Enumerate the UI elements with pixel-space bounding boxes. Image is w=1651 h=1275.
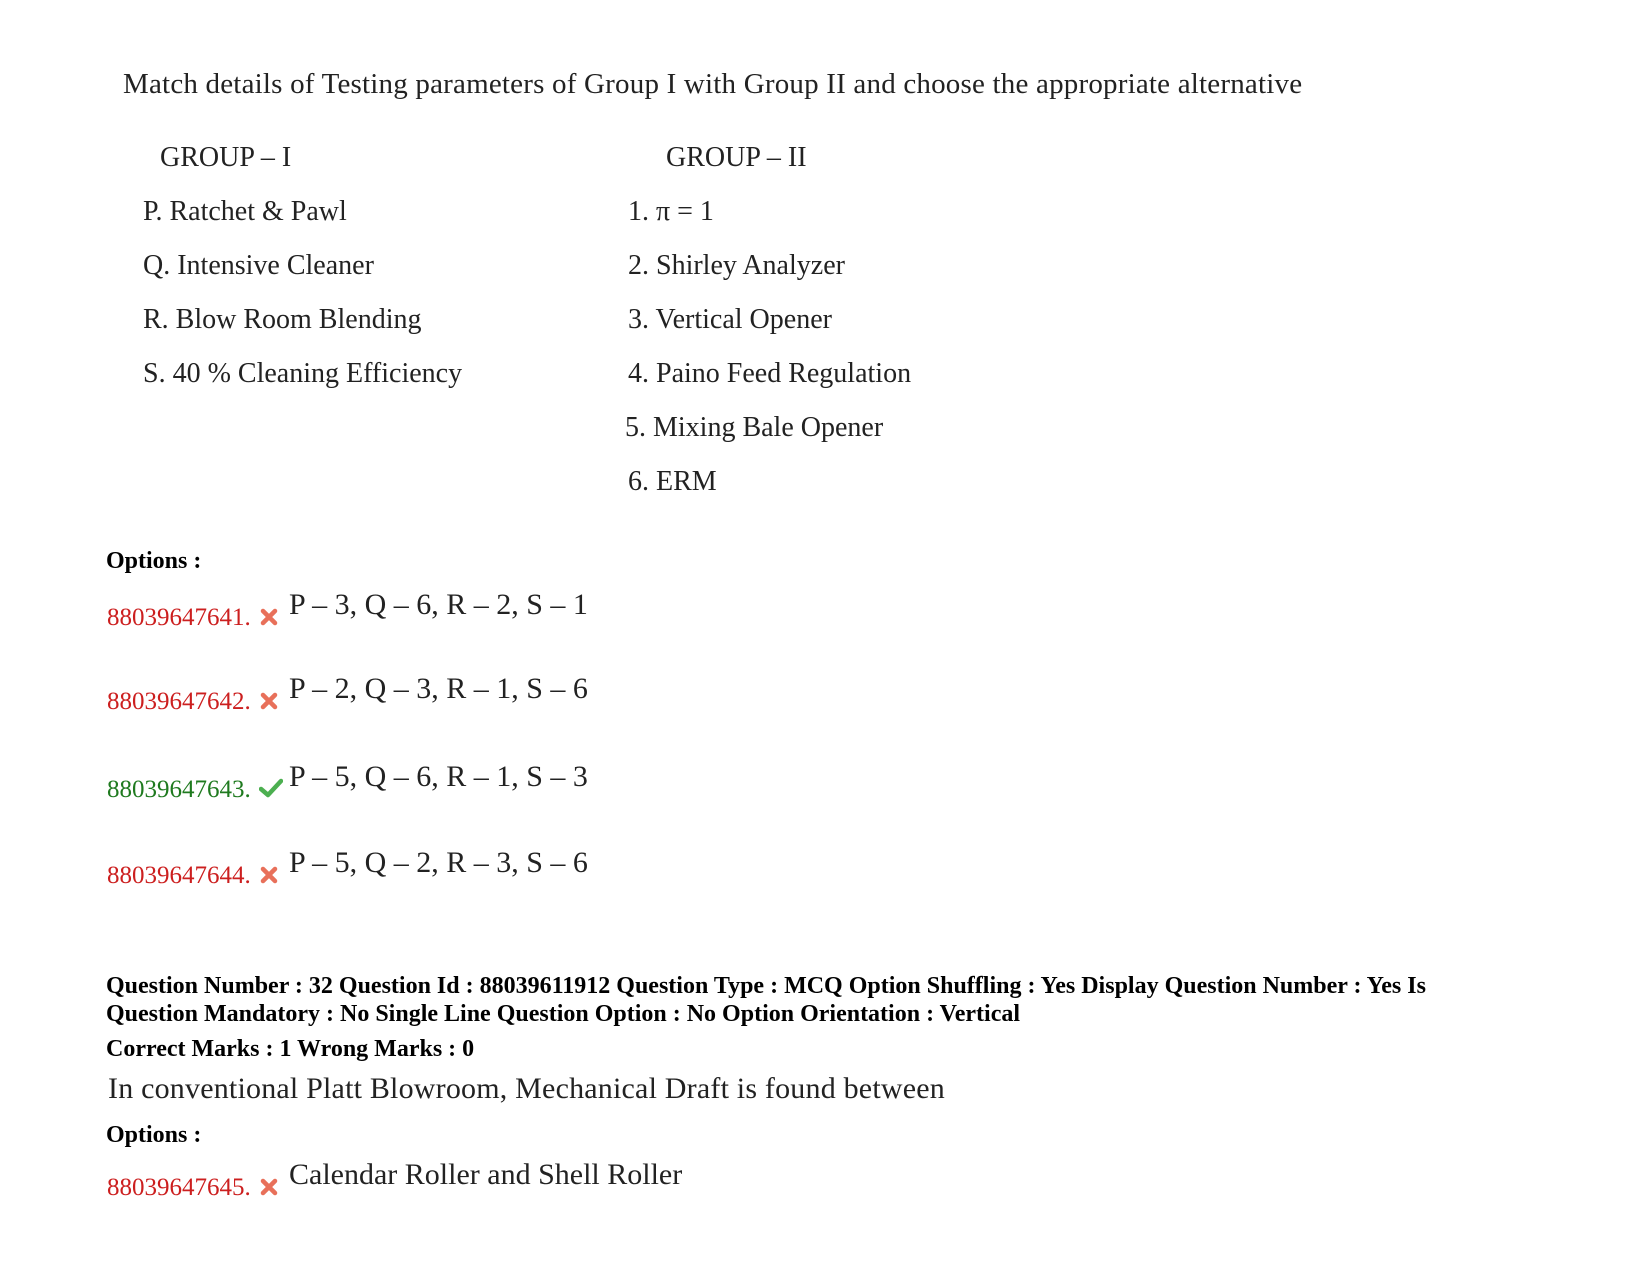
question-meta-line-2: Question Mandatory : No Single Line Question Option : No Option Orientation : Vertical (106, 1001, 1021, 1027)
group-1-item: R. Blow Room Blending (143, 304, 422, 335)
option-text: Calendar Roller and Shell Roller (289, 1158, 683, 1191)
option-text: P – 2, Q – 3, R – 1, S – 6 (289, 672, 588, 705)
option-id: 88039647644. (107, 862, 251, 889)
group-1-item: S. 40 % Cleaning Efficiency (143, 358, 463, 389)
question-text: Match details of Testing parameters of Group I with Group II and choose the appropriate alternative (123, 68, 1303, 100)
group-2-item: 1. π = 1 (628, 196, 714, 227)
group-2-item: 2. Shirley Analyzer (628, 250, 845, 281)
question-text: In conventional Platt Blowroom, Mechanical Draft is found between (108, 1072, 945, 1105)
option-id: 88039647645. (107, 1174, 251, 1201)
question-meta-line-1: Question Number : 32 Question Id : 88039611912 Question Type : MCQ Option Shuffling : Yes Display Question Number : Yes Is (106, 973, 1426, 999)
check-icon (259, 778, 283, 798)
option-text: P – 5, Q – 2, R – 3, S – 6 (289, 846, 588, 879)
group-1-item: P. Ratchet & Pawl (143, 196, 347, 227)
cross-icon (259, 691, 279, 711)
option-id: 88039647641. (107, 604, 251, 631)
option-text: P – 5, Q – 6, R – 1, S – 3 (289, 760, 588, 793)
group-2-item: 4. Paino Feed Regulation (628, 358, 912, 389)
cross-icon (259, 865, 279, 885)
cross-icon (259, 1177, 279, 1197)
option-id: 88039647643. (107, 776, 251, 803)
group-2-item: 5. Mixing Bale Opener (625, 412, 884, 443)
group-2-item: 3. Vertical Opener (628, 304, 832, 335)
group-1-header: GROUP – I (160, 142, 292, 173)
group-2-item: 6. ERM (628, 466, 717, 497)
marks-info: Correct Marks : 1 Wrong Marks : 0 (106, 1036, 475, 1062)
option-text: P – 3, Q – 6, R – 2, S – 1 (289, 588, 588, 621)
options-label: Options : (106, 548, 202, 574)
group-2-header: GROUP – II (666, 142, 807, 173)
option-id: 88039647642. (107, 688, 251, 715)
group-1-item: Q. Intensive Cleaner (143, 250, 374, 281)
cross-icon (259, 607, 279, 627)
options-label: Options : (106, 1122, 202, 1148)
